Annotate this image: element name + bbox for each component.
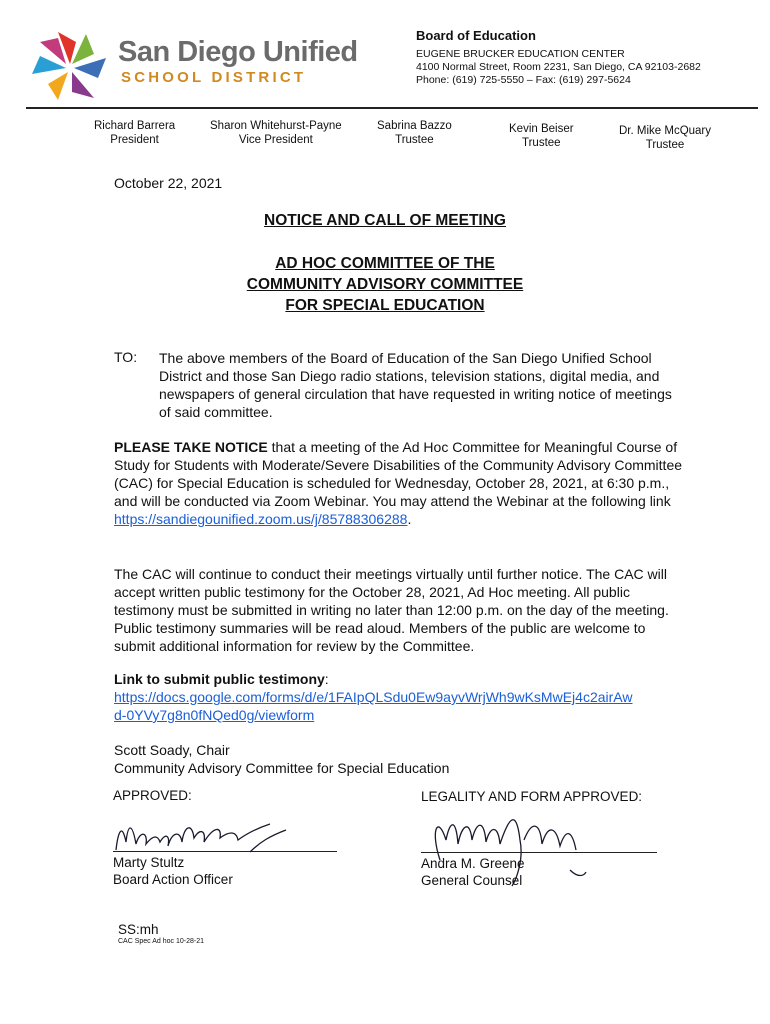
board-title: Board of Education [416,28,536,43]
approved-name: Marty Stultz [113,855,185,870]
chair-block [114,741,684,777]
board-building: EUGENE BRUCKER EDUCATION CENTER [416,48,625,60]
legality-name: Andra M. Greene [421,856,525,871]
typist-initials: SS:mh [118,922,159,937]
notice-body: that a meeting of the Ad Hoc Committee for Meaningful Course of Study for Students with Moderate/Severe Disabilities of the Community Advisory Committee (CAC) for Special Education is scheduled for Wednesday, October 28, 2021, at 6:30 p.m., and will be conducted via Zoom Webinar. You may attend the Webinar at the following link [114,439,683,509]
board-address: 4100 Normal Street, Room 2231, San Diego, CA 92103-2682 [416,61,701,73]
board-address-block [416,29,701,87]
member-trustee-mcquary: Dr. Mike McQuary Trustee [619,125,712,151]
virtual-meeting-paragraph: The CAC will continue to conduct their meetings virtually until further notice. The CAC will accept written public testimony for the October 28, 2021, Ad Hoc meeting. All public testimony must be submitted in writing no later than 12:00 p.m. on the day of the meeting. Public testimony summaries will be read aloud. Members of the public are welcome to submit additional information for review by the Committee. [114,566,669,654]
board-phone: Phone: (619) 725-5550 – Fax: (619) 297-5624 [416,74,631,86]
notice-lead: PLEASE TAKE NOTICE [114,439,268,455]
logo-subtitle: SCHOOL DISTRICT [121,69,307,86]
star-burst-logo-icon [28,28,112,106]
committee-heading-line2: COMMUNITY ADVISORY COMMITTEE [246,276,524,293]
approved-label: APPROVED: [113,788,192,803]
member-trustee-beiser: Kevin Beiser Trustee [509,123,574,149]
to-label: TO: [114,349,138,365]
letter-date: October 22, 2021 [114,175,223,191]
district-logo [28,28,358,106]
testimony-label: Link to submit public testimony [114,671,325,687]
legality-title: General Counsel [421,873,523,888]
member-vice-president: Sharon Whitehurst-Payne Vice President [210,120,342,146]
testimony-form-link-cont[interactable]: d-0YVy7g8n0fNQed0g/viewform [114,707,315,723]
committee-heading-line1: AD HOC COMMITTEE OF THE [275,255,495,272]
chair-name: Scott Soady, Chair [114,742,230,758]
notice-paragraph: PLEASE TAKE NOTICE that a meeting of the Ad Hoc Committee for Meaningful Course of Study for Students with Moderate/Severe Disabilities of the Community Advisory Committee (CAC) for Special Education is scheduled for Wednesday, October 28, 2021, at 6:30 p.m., and will be conducted via Zoom Webinar. You may attend the Webinar at the following link https://sandiegounified.zoom.us/j/85788306288. [114,439,683,527]
member-trustee-bazzo: Sabrina Bazzo Trustee [377,120,452,146]
committee-heading-line3: FOR SPECIAL EDUCATION [285,297,485,314]
legality-signature-line [421,852,657,853]
testimony-block: Link to submit public testimony: https://docs.google.com/forms/d/e/1FAIpQLSdu0Ew9ayvWrjWh9wKsMwEj4c2airAw d-0YVy7g8n0fNQed0g/viewform [114,671,633,723]
file-reference: CAC Spec Ad hoc 10-28-21 [118,938,204,945]
approved-title: Board Action Officer [113,872,233,887]
header-divider [26,107,758,109]
to-recipients: The above members of the Board of Education of the San Diego Unified School District and those San Diego radio stations, television stations, digital media, and newspapers of general circulation that have requested in writing notice of meetings of said committee. [159,350,672,420]
member-president: Richard Barrera President [94,120,176,146]
chair-title: Community Advisory Committee for Special Education [114,760,450,776]
notice-heading: NOTICE AND CALL OF MEETING [264,212,506,229]
approved-signature-line [113,851,337,852]
legality-label: LEGALITY AND FORM APPROVED: [421,789,643,804]
logo-name: San Diego Unified [118,36,358,68]
zoom-webinar-link[interactable]: https://sandiegounified.zoom.us/j/85788306288 [114,511,408,527]
testimony-form-link[interactable]: https://docs.google.com/forms/d/e/1FAIpQLSdu0Ew9ayvWrjWh9wKsMwEj4c2airAw [114,689,633,705]
